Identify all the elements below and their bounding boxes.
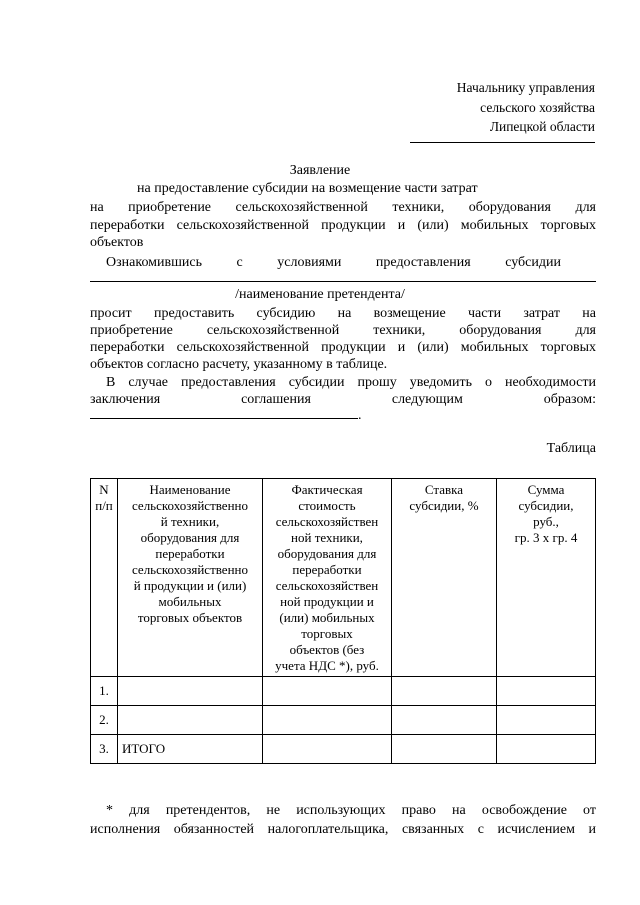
addressee-name-blank <box>410 142 595 143</box>
request-line-3: переработки сельскохозяйственной продукции и (или) мобильных торговых <box>90 340 596 355</box>
request-line-2: приобретение сельскохозяйственной техники, оборудования для <box>90 323 596 338</box>
request-line-4: объектов согласно расчету, указанному в таблице. <box>90 357 388 372</box>
table-row <box>91 706 596 735</box>
header-subsidy-amount: Сумма субсидии, руб., гр. 3 x гр. 4 <box>497 479 596 677</box>
table-row <box>91 677 596 706</box>
table-cell <box>118 677 263 706</box>
table-cell <box>392 706 497 735</box>
table-cell: ИТОГО <box>118 735 263 764</box>
table-cell <box>263 706 392 735</box>
header-number: N п/п <box>91 479 118 677</box>
table-cell <box>497 677 596 706</box>
addressee-line-1: Начальнику управления <box>456 80 595 95</box>
notify-method-blank <box>90 406 358 419</box>
table-label: Таблица <box>546 441 596 456</box>
notify-line-3-end: . <box>358 408 362 423</box>
footnote-line-2: исполнения обязанностей налогоплательщика, связанных с исчислением и <box>90 822 596 837</box>
subtitle-line-2: на приобретение сельскохозяйственной техники, оборудования для <box>90 200 596 215</box>
document-title: Заявление <box>289 163 351 178</box>
table-cell <box>263 677 392 706</box>
subtitle-line-3: переработки сельскохозяйственной продукции и (или) мобильных торговых <box>90 218 596 233</box>
table-cell: 3. <box>91 735 118 764</box>
request-line-1: просит предоставить субсидию на возмещение части затрат на <box>90 306 596 321</box>
table-cell <box>118 706 263 735</box>
subtitle-line-1: на предоставление субсидии на возмещение части затрат <box>137 181 478 196</box>
table-header-row <box>91 479 596 677</box>
notify-line-1: В случае предоставления субсидии прошу уведомить о необходимости <box>106 375 596 390</box>
subsidy-table <box>90 478 596 764</box>
notify-line-2: заключения соглашения следующим образом: <box>90 392 596 407</box>
table-cell <box>263 735 392 764</box>
applicant-name-blank <box>90 281 596 282</box>
footnote-line-1: * для претендентов, не использующих право на освобождение от <box>106 803 596 818</box>
addressee-line-2: сельского хозяйства <box>480 99 595 115</box>
header-subsidy-rate: Ставка субсидии, % <box>392 479 497 677</box>
table-row <box>91 735 596 764</box>
table-cell <box>497 706 596 735</box>
table-cell <box>392 735 497 764</box>
table-cell: 2. <box>91 706 118 735</box>
header-equipment-name: Наименование сельскохозяйственно й техники, оборудования для переработки сельскохозяйственно й продукции и (или) мобильных торговых объектов <box>118 479 263 677</box>
table-cell: 1. <box>91 677 118 706</box>
table-cell <box>392 677 497 706</box>
subtitle-line-4: объектов <box>90 235 144 250</box>
applicant-caption: /наименование претендента/ <box>235 287 405 302</box>
table-cell <box>497 735 596 764</box>
addressee-line-3: Липецкой области <box>489 119 595 134</box>
notify-line-3 <box>90 406 362 424</box>
intro-line: Ознакомившись с условиями предоставления субсидии <box>106 255 561 270</box>
addressee-block <box>410 78 595 143</box>
header-actual-cost: Фактическая стоимость сельскохозяйствен ной техники, оборудования для переработки сельскохозяйствен ной продукции и (или) мобильных торговых объектов (без учета НДС *), руб. <box>263 479 392 677</box>
